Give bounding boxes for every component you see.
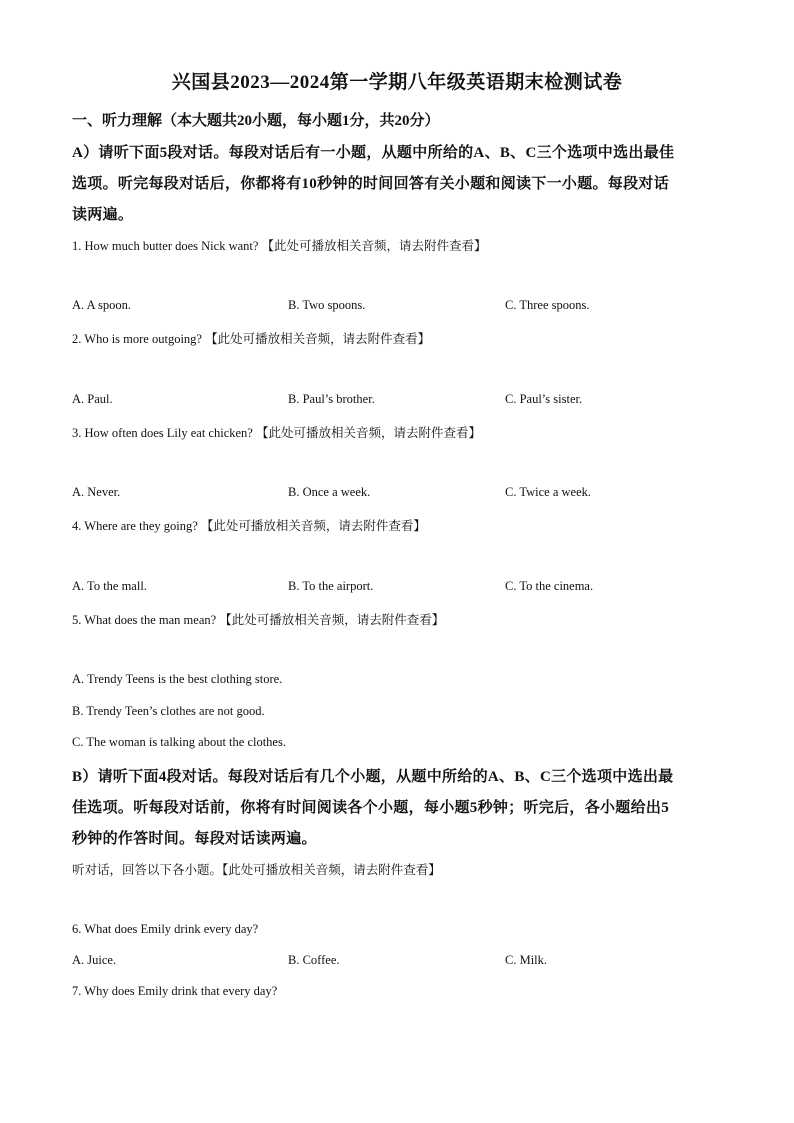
exam-title: 兴国县2023—2024第一学期八年级英语期末检测试卷 (171, 72, 623, 93)
q5-option-b: B. Trendy Teen’s clothes are not good. (72, 704, 265, 718)
section-heading: 一、听力理解（本大题共20小题，每小题1分，共20分） (72, 113, 440, 129)
q4-option-a: A. To the mall. (72, 579, 147, 593)
listen-prompt: 听对话，回答以下各小题。【此处可播放相关音频，请去附件查看】 (72, 863, 441, 877)
q6-option-c: C. Milk. (505, 953, 548, 967)
question-2 (72, 329, 430, 347)
q5-option-c: C. The woman is talking about the clothes. (72, 735, 286, 749)
part-b-instruction-line-3: 秒钟的作答时间。每段对话读两遍。 (72, 831, 317, 847)
question-text: 5. What does the man mean? (72, 613, 217, 627)
question-text: 1. How much butter does Nick want? (72, 239, 259, 253)
audio-note[interactable]: 【此处可播放相关音频，请去附件查看】 (200, 519, 426, 533)
audio-note[interactable]: 【此处可播放相关音频，请去附件查看】 (261, 239, 487, 253)
audio-note[interactable]: 【此处可播放相关音频，请去附件查看】 (219, 613, 445, 627)
audio-note[interactable]: 【此处可播放相关音频，请去附件查看】 (205, 332, 431, 346)
question-text: 4. Where are they going? (72, 519, 198, 533)
q2-option-a: A. Paul. (72, 392, 113, 406)
question-7: 7. Why does Emily drink that every day? (72, 984, 278, 998)
part-b-instruction-line-1: B）请听下面4段对话。每段对话后有几个小题，从题中所给的A、B、C三个选项中选出最 (72, 769, 674, 785)
q1-option-b: B. Two spoons. (288, 298, 366, 312)
part-a-instruction-line-3: 读两遍。 (72, 207, 134, 223)
part-a-instruction-line-2: 选项。听完每段对话后，你都将有10秒钟的时间回答有关小题和阅读下一小题。每段对话 (72, 176, 670, 192)
q5-option-a: A. Trendy Teens is the best clothing store. (72, 672, 283, 686)
question-3 (72, 423, 481, 441)
question-text: 2. Who is more outgoing? (72, 332, 202, 346)
question-5 (72, 610, 444, 628)
question-1 (72, 236, 487, 254)
q6-option-a: A. Juice. (72, 953, 117, 967)
q1-option-c: C. Three spoons. (505, 298, 590, 312)
part-a-instruction-line-1: A）请听下面5段对话。每段对话后有一小题，从题中所给的A、B、C三个选项中选出最佳 (72, 145, 675, 161)
part-b-instruction-line-2: 佳选项。听每段对话前，你将有时间阅读各个小题，每小题5秒钟；听完后，各小题给出5 (72, 800, 670, 816)
q3-option-b: B. Once a week. (288, 485, 371, 499)
question-text: 3. How often does Lily eat chicken? (72, 426, 253, 440)
q4-option-b: B. To the airport. (288, 579, 374, 593)
q6-option-b: B. Coffee. (288, 953, 340, 967)
question-4 (72, 516, 426, 534)
q3-option-a: A. Never. (72, 485, 121, 499)
q2-option-c: C. Paul’s sister. (505, 392, 583, 406)
q3-option-c: C. Twice a week. (505, 485, 592, 499)
question-6: 6. What does Emily drink every day? (72, 922, 259, 936)
q2-option-b: B. Paul’s brother. (288, 392, 375, 406)
audio-note[interactable]: 【此处可播放相关音频，请去附件查看】 (255, 426, 481, 440)
q1-option-a: A. A spoon. (72, 298, 132, 312)
q4-option-c: C. To the cinema. (505, 579, 594, 593)
